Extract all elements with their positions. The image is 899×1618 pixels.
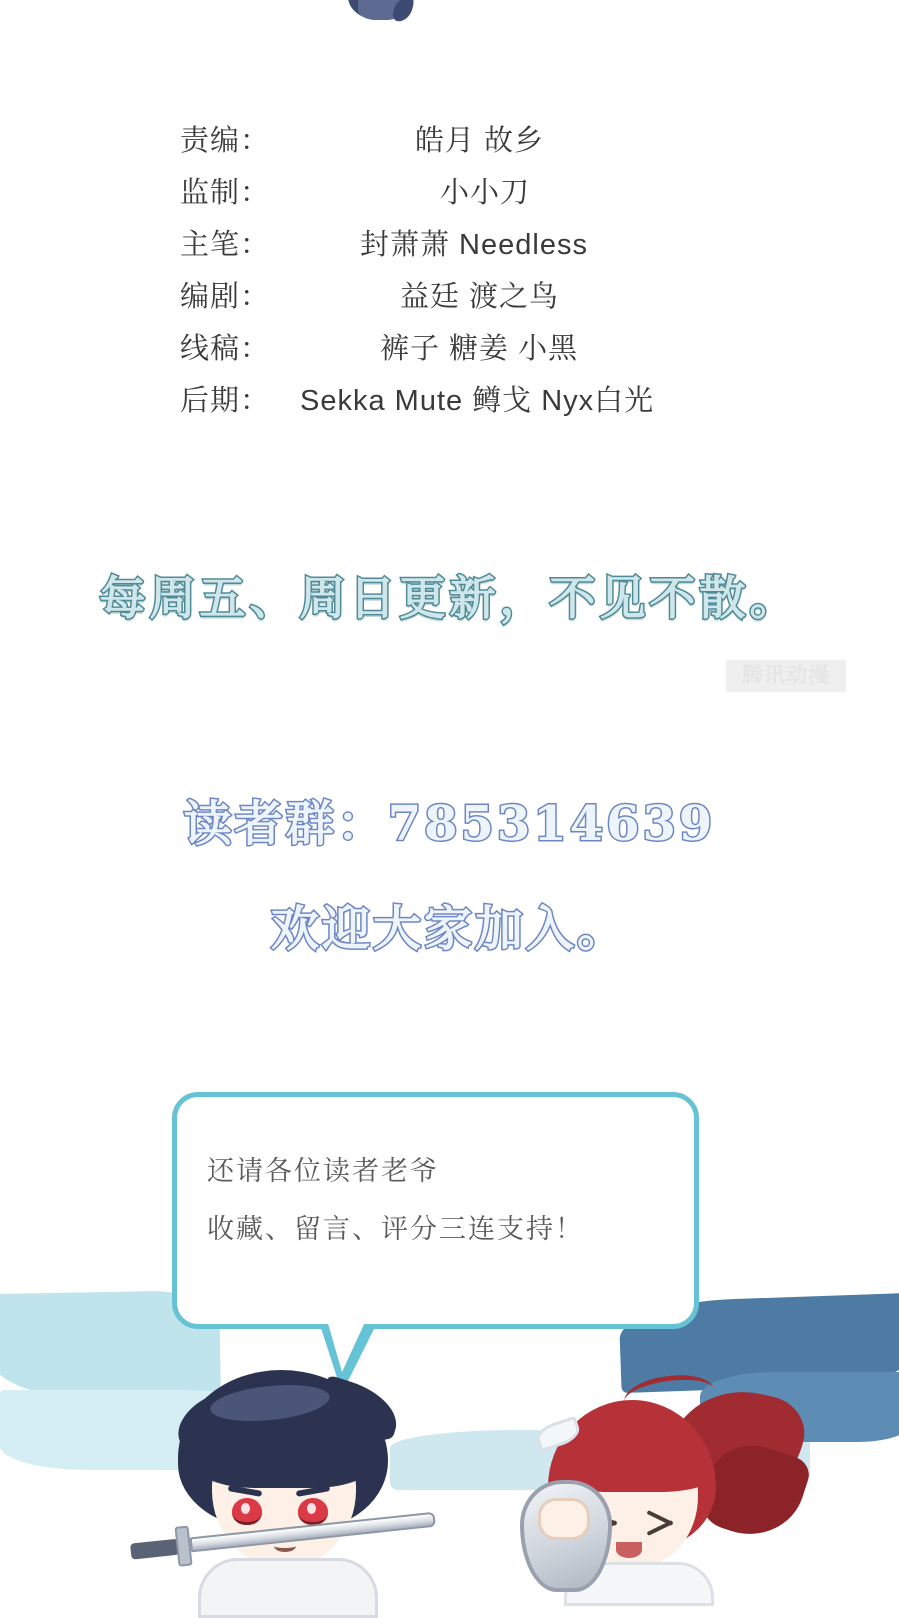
top-character-figure bbox=[348, 0, 414, 26]
credit-role-label: 责编： bbox=[180, 125, 271, 157]
speech-bubble-line-2: 收藏、留言、评分三连支持！ bbox=[207, 1214, 584, 1245]
girl-mouth bbox=[616, 1542, 642, 1558]
credit-row bbox=[0, 170, 899, 222]
credit-role-label: 后期： bbox=[180, 385, 271, 417]
watermark-label: 腾讯动漫 bbox=[726, 660, 846, 692]
credit-role-label: 编剧： bbox=[180, 281, 271, 313]
speech-bubble-tail-inner bbox=[327, 1320, 366, 1372]
credit-row bbox=[0, 274, 899, 326]
sword-grip bbox=[130, 1539, 179, 1560]
shield-prop bbox=[520, 1480, 616, 1600]
shield-hand bbox=[538, 1498, 590, 1540]
update-schedule-headline: 每周五、周日更新，不见不散。 bbox=[99, 571, 800, 625]
credit-names-value: 裤子 糖姜 小黑 bbox=[380, 333, 579, 365]
credit-names-value: 小小刀 bbox=[440, 177, 531, 209]
credit-row bbox=[0, 326, 899, 378]
credit-row bbox=[0, 378, 899, 430]
credit-role-label: 监制： bbox=[180, 177, 271, 209]
character-boy bbox=[170, 1370, 430, 1600]
credit-role-label: 线稿： bbox=[180, 333, 271, 365]
reader-group-welcome: 欢迎大家加入。 bbox=[270, 901, 628, 957]
credits-list bbox=[0, 118, 899, 430]
credit-names-value: Sekka Mute 鳟戈 Nyx白光 bbox=[300, 385, 655, 417]
boy-torso bbox=[198, 1558, 378, 1618]
character-hair-tuft bbox=[392, 0, 415, 24]
credit-row bbox=[0, 222, 899, 274]
speech-bubble bbox=[172, 1092, 699, 1329]
speech-bubble-line-1: 还请各位读者老爷 bbox=[207, 1156, 439, 1187]
credit-names-value: 益廷 渡之鸟 bbox=[400, 281, 560, 313]
credit-names-value: 封萧萧 Needless bbox=[360, 229, 588, 261]
reader-group-number: 读者群：785314639 bbox=[183, 796, 716, 852]
credit-names-value: 皓月 故乡 bbox=[415, 125, 545, 157]
girl-eye-right bbox=[646, 1514, 674, 1530]
credit-role-label: 主笔： bbox=[180, 229, 271, 261]
speech-bubble-text bbox=[207, 1143, 674, 1259]
credit-row bbox=[0, 118, 899, 170]
